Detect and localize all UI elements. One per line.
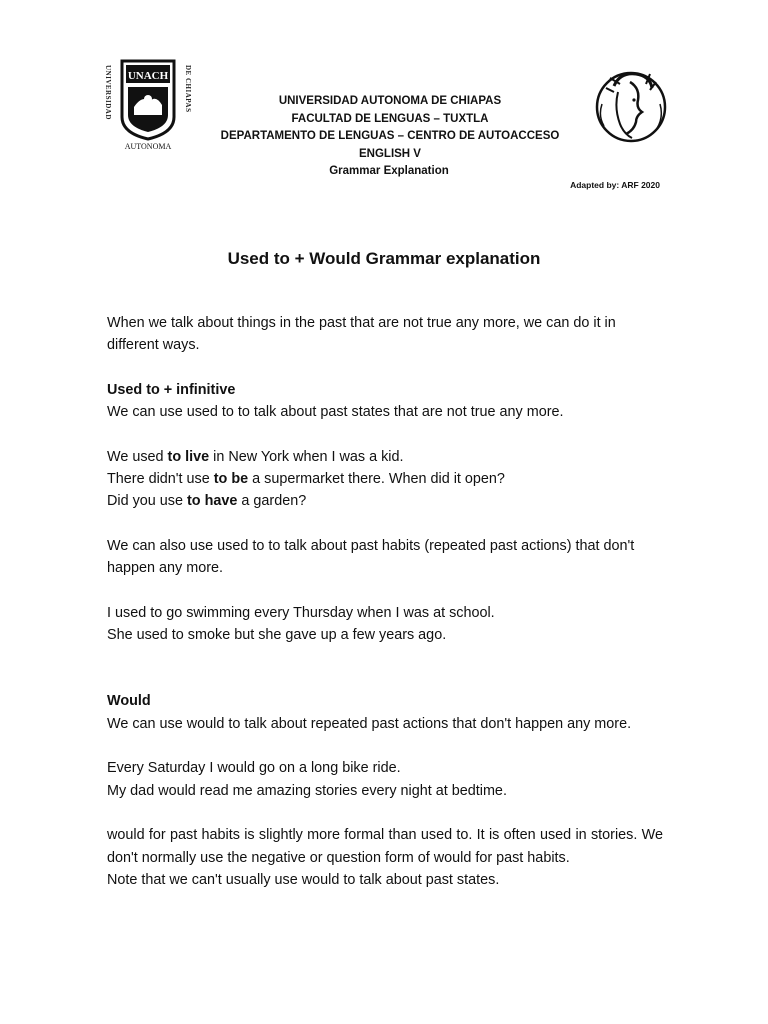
example-sentence: My dad would read me amazing stories every night at bedtime.	[107, 782, 507, 799]
faculty-emblem-logo	[590, 64, 672, 150]
example-sentence: Every Saturday I would go on a long bike ride.	[107, 760, 401, 777]
used-to-habits-intro: We can also use used to to talk about past habits (repeated past actions) that don't happen any more.	[107, 537, 635, 577]
would-heading: Would	[107, 693, 151, 710]
document-title: Used to + Would Grammar explanation	[227, 249, 541, 268]
adapted-by-credit: Adapted by: ARF 2020	[570, 180, 660, 190]
svg-text:UNACH: UNACH	[127, 70, 169, 82]
header-subtitle: Grammar Explanation	[329, 165, 449, 177]
header-faculty: FACULTAD DE LENGUAS – TUXTLA	[291, 112, 489, 125]
svg-text:UNIVERSIDAD: UNIVERSIDAD	[104, 65, 112, 120]
header-department: DEPARTAMENTO DE LENGUAS – CENTRO DE AUTOACCESO	[220, 130, 560, 142]
example-sentence: Did you use to have a garden?	[107, 493, 307, 510]
header-course: ENGLISH V	[359, 147, 421, 160]
svg-text:DE CHIAPAS: DE CHIAPAS	[184, 65, 192, 113]
institution-header	[200, 93, 580, 181]
svg-text:AUTONOMA: AUTONOMA	[124, 142, 172, 151]
university-seal-logo	[100, 55, 196, 151]
example-sentence: She used to smoke but she gave up a few years ago.	[107, 627, 447, 644]
used-to-states-intro: We can use used to to talk about past states that are not true any more.	[107, 404, 564, 421]
example-sentence: There didn't use to be a supermarket there. When did it open?	[107, 471, 505, 488]
example-sentence: We used to live in New York when I was a kid.	[107, 448, 404, 465]
document-body	[107, 312, 663, 891]
would-formal-note: would for past habits is slightly more formal than used to. It is often used in stories. We don't normally use the negative or question form of would for past habits.	[107, 827, 663, 866]
intro-paragraph: When we talk about things in the past that are not true any more, we can do it in different ways.	[107, 315, 616, 354]
used-to-heading: Used to + infinitive	[107, 381, 236, 398]
example-sentence: I used to go swimming every Thursday when I was at school.	[107, 604, 495, 621]
header-university: UNIVERSIDAD AUTONOMA DE CHIAPAS	[278, 95, 502, 107]
would-intro: We can use would to talk about repeated past actions that don't happen any more.	[107, 715, 632, 732]
would-states-note: Note that we can't usually use would to talk about past states.	[107, 871, 500, 888]
